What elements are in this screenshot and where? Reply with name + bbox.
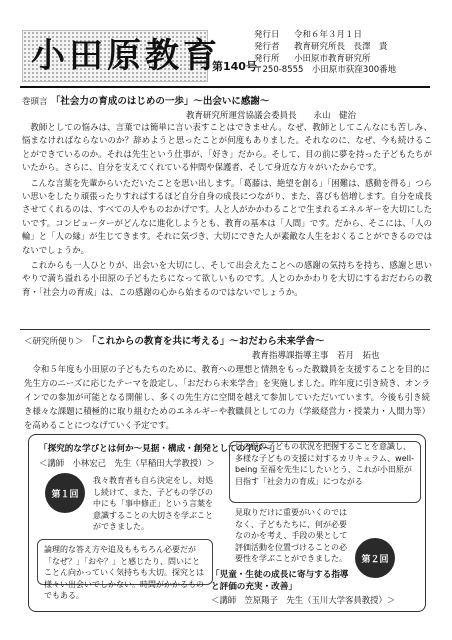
- session1-title: 「探究的な学びとは何か～見据・構成・創発としての学び～」: [39, 444, 280, 454]
- publisher-label: 発行者: [254, 41, 280, 52]
- publish-info: [254, 30, 396, 77]
- course-summary-box: [28, 434, 426, 612]
- publish-date-value: 令和６年３月１日: [294, 30, 363, 40]
- publisher-value: 教育研究所長 長澤 貴: [294, 41, 388, 52]
- publishing-office-value: 小田原市教育研究所: [294, 53, 371, 64]
- article1-paragraph: これからも一人ひとりが、出会いを大切にし、そして出会えたことへの感謝の気持ちを持ち、感謝と思いやりで満ち溢れる小田原の子どもたちになって欲しいものです。人とのかかわりを大切にするおだわらの教育・「社会力の育成」は、この感謝の心から始まるのではないでしょうか。: [22, 260, 432, 297]
- session2-badge: 第２回: [355, 538, 395, 578]
- article2-title: 「これからの教育を共に考える」～おだわら未来学舎～: [86, 336, 325, 347]
- article2-heading: [24, 333, 324, 347]
- section-divider: [20, 329, 430, 330]
- masthead-rule: [20, 86, 430, 88]
- masthead-banner: [22, 30, 221, 82]
- article1-paragraph: こんな言葉を先輩からいただいたことを思い出します。「葛藤は、絶望を創る」「困難は、感動を得る」つらい思いをしたり頑張ったりすればするほど自分自身の成長につながり、また、喜びも倍増します。自分を成長させてくれるのは、すべての人やものおかげです。人と人がかかわることで生まれるエネルギーを大切にしたいです。コンピューターがどんなに進化しようとも、教育の基本は「人間」です。だから、そこには、「人の輪」と「人の縁」が生じてきます。それに気づき、大切にできた人が素敵な人生をおくることができるのではないでしょうか。: [22, 177, 432, 255]
- session1-lecturer: ＜講師 小林宏己 先生（早稲田大学教授）＞: [39, 458, 215, 468]
- issue-number: 第140号: [212, 60, 257, 73]
- publishing-office-label: 発行所: [254, 53, 280, 64]
- article2-body: [24, 362, 430, 432]
- session2-lecturer: ＜講師 笠原陽子 先生（玉川大学客員教授）＞: [211, 595, 396, 605]
- article1-heading: [22, 93, 269, 107]
- session2-title: 「児童・生徒の成長に寄与する指導と評価の充実・改善」: [211, 570, 349, 592]
- address-row: [254, 65, 396, 77]
- article1-paragraph: 教師としての悩みは、言葉では簡単に言い表すことはできません。なぜ、教師としてこんなにも苦しみ、悩まなければならないのか？辞めようと思ったことが何度もありました。それなのに、なぜ、今も続けることができているのか。それは先生という仕事が、「好き」だから。そして、目の前に夢を持った子どもたちがいたから。さらに、自分を支えてくれている仲間や保護者、そして身近な方々がいたからです。: [22, 122, 432, 173]
- article1-title: 「社会力の育成のはじめの一歩」～出会いに感謝～: [50, 96, 270, 107]
- newsletter-title: 小田原教育: [31, 36, 221, 76]
- publish-date-row: [254, 30, 396, 42]
- session1-quote-box: 論理的な答え方や追及ももちろん必要だが「なぜ？」「おや？」と感じたり、問いにとことん向かっていく気持ちも大切。探究とは様々い出会いでしかない。時間がかかるものでもある。: [37, 539, 213, 585]
- publish-date-label: 発行日: [254, 30, 280, 40]
- session2-summary: 目の前の子どもの状況を把握することを意識し、多様な子どもの支援に対するカリキュラム、well-being 至福を先生にしたいとう、これが小田原が目指す「社会力の育成」につながる: [235, 442, 414, 486]
- article1-author: 教育研究所運営協議会委員長 永山 健治: [186, 111, 357, 121]
- address-value: 〒250-8555 小田原市荻窪300番地: [254, 65, 397, 76]
- session1-description: 我々教育者も自ら決定をし、対処し続けて、また、子どもの学びの中にも「事中修正」という言葉を意識することの大切さを学ぶことができました。: [93, 476, 213, 532]
- session1-badge: 第１回: [45, 473, 85, 513]
- article2-paragraph: 令和５年度も小田原の子どもたちのために、教育への理想と情熱をもった教職員を支援することを目的に先生方のニーズに応じたテーマを設定し、「おだわら未来学舎」を実施しました。昨年度に引き続き、オンラインでの参加が可能となる開催し、多くの先生方に空間を越えて参加していただいています。今後も引き続き様々な課題に積極的に取り組むためのエネルギーや教職員としての力（学級経営力・授業力・人間力等）を高めることにつなげていく予定です。: [24, 364, 430, 430]
- article1-tag: 巻頭言: [22, 97, 48, 107]
- article2-author: 教育指導課指導主事 若月 拓也: [252, 351, 380, 361]
- publisher-row: [254, 42, 396, 54]
- publishing-office-row: [254, 54, 396, 66]
- article1-body: [22, 121, 432, 301]
- session2-description: 見取りだけに重要がいくのではなく、子どもたちに、何が必要なのかを考え、手段の果として評価活動を位置づけることの必要性を学ぶことができました。: [235, 508, 348, 564]
- article2-tag: ＜研究所便り＞: [24, 337, 84, 347]
